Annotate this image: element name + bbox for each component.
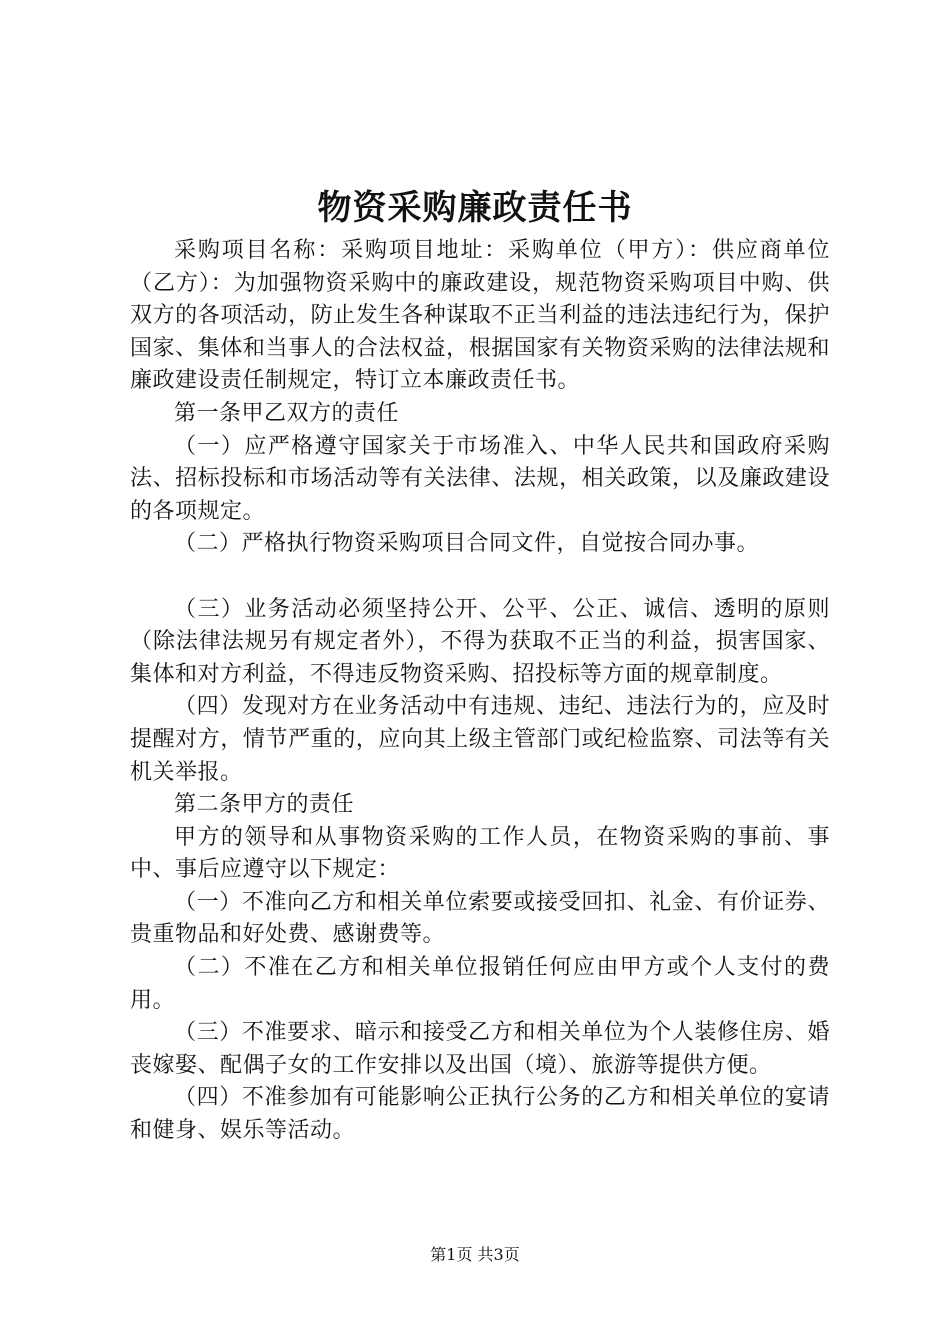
paragraph-article-1-item-3: （三）业务活动必须坚持公开、公平、公正、诚信、透明的原则（除法律法规另有规定者外），不得为获取不正当的利益，损害国家、集体和对方利益，不得违反物资采购、招投标等方面的规章制度。 (130, 596, 830, 687)
paragraph-article-2-item-4: （四）不准参加有可能影响公正执行公务的乙方和相关单位的宴请和健身、娱乐等活动。 (130, 1085, 830, 1144)
paragraph-article-1-item-1: （一）应严格遵守国家关于市场准入、中华人民共和国政府采购法、招标投标和市场活动等有关法律、法规，相关政策，以及廉政建设的各项规定。 (130, 433, 830, 524)
paragraph-article-2-item-3: （三）不准要求、暗示和接受乙方和相关单位为个人装修住房、婚丧嫁娶、配偶子女的工作安排以及出国（境）、旅游等提供方便。 (130, 1020, 830, 1078)
paragraph-article-1-item-4: （四）发现对方在业务活动中有违规、违纪、违法行为的，应及时提醒对方，情节严重的，应向其上级主管部门或纪检监察、司法等有关机关举报。 (130, 694, 830, 785)
paragraph-article-2-item-2: （二）不准在乙方和相关单位报销任何应由甲方或个人支付的费用。 (130, 955, 830, 1013)
section-heading-article-2: 第二条甲方的责任 (174, 792, 355, 818)
paragraph-intro: 采购项目名称：采购项目地址：采购单位（甲方）：供应商单位（乙方）：为加强物资采购中的廉政建设，规范物资采购项目中购、供双方的各项活动，防止发生各种谋取不正当利益的违法违纪行为，保护国家、集体和当事人的合法权益，根据国家有关物资采购的法律法规和廉政建设责任制规定，特订立本廉政责任书。 (130, 238, 830, 394)
section-heading-article-1: 第一条甲乙双方的责任 (174, 400, 400, 426)
paragraph-article-1-item-2: （二）严格执行物资采购项目合同文件，自觉按合同办事。 (174, 531, 760, 557)
document-title: 物资采购廉政责任书 (317, 188, 633, 228)
paragraph-article-2-intro: 甲方的领导和从事物资采购的工作人员，在物资采购的事前、事中、事后应遵守以下规定： (130, 824, 830, 883)
page-footer: 第1页 共3页 (430, 1245, 520, 1264)
document-body (130, 235, 830, 1148)
paragraph-article-2-item-1: （一）不准向乙方和相关单位索要或接受回扣、礼金、有价证券、贵重物品和好处费、感谢费等。 (130, 889, 830, 948)
